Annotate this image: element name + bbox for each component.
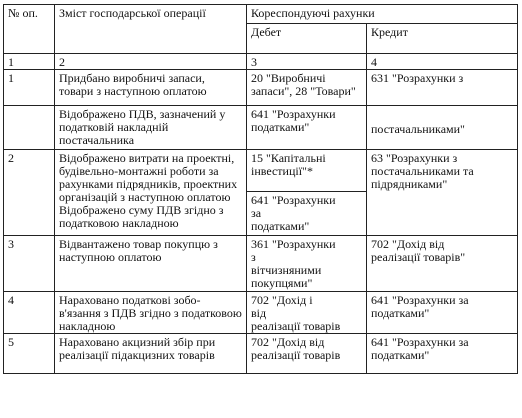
header-row xyxy=(4,5,518,24)
table-row xyxy=(4,70,518,106)
row-number: 3 xyxy=(4,236,55,292)
accounting-entries-table xyxy=(3,4,518,374)
row-number xyxy=(4,106,55,150)
row-number: 1 xyxy=(4,70,55,106)
row-debit: 361 "Розрахунки з вітчизняними покупцями" xyxy=(247,236,367,292)
column-number-4: 4 xyxy=(367,54,518,70)
table-row xyxy=(4,292,518,334)
row-content: Нараховано податкові зобо- в'язання з ПДВ згідно з податковою накладною xyxy=(55,292,247,334)
header-debit: Дебет xyxy=(247,24,367,54)
row-content: Нараховано акцизний збір при реалізації підакцизних товарів xyxy=(55,334,247,374)
table-row xyxy=(4,150,518,192)
row-credit: 63 "Розрахунки з постачальниками та підрядниками" xyxy=(367,150,518,236)
row-debit-vat: 641 "Розрахунки за податками" xyxy=(247,192,367,236)
row-content: Придбано виробничі запаси, товари з наступною оплатою xyxy=(55,70,247,106)
column-number-3: 3 xyxy=(247,54,367,70)
row-credit: 631 "Розрахунки з xyxy=(367,70,518,106)
header-accounts: Кореспондуючі рахунки xyxy=(247,5,518,24)
row-debit: 641 "Розрахунки податками" xyxy=(247,106,367,150)
table-row xyxy=(4,334,518,374)
row-credit: 641 "Розрахунки за податками" xyxy=(367,292,518,334)
row-content: Відображено витрати на проектні, будівельно-монтажні роботи за рахунками підрядників, проектних організацій з наступною оплатою Відображено суму ПДВ згідно з податковою накладною xyxy=(55,150,247,236)
row-credit: 702 "Дохід від реалізації товарів" xyxy=(367,236,518,292)
column-number-1: 1 xyxy=(4,54,55,70)
table-row xyxy=(4,236,518,292)
row-debit: 20 "Виробничі запаси", 28 "Товари" xyxy=(247,70,367,106)
header-number: № оп. xyxy=(4,5,55,54)
table-row xyxy=(4,106,518,150)
row-credit: постачальниками" xyxy=(367,106,518,150)
row-debit: 15 "Капітальні інвестиції"* xyxy=(247,150,367,192)
column-numbers-row xyxy=(4,54,518,70)
column-number-2: 2 xyxy=(55,54,247,70)
row-content: Відображено ПДВ, зазначений у податковій накладній постачальника xyxy=(55,106,247,150)
row-debit: 702 "Дохід і від реалізації товарів xyxy=(247,292,367,334)
row-content: Відвантажено товар покупцю з наступною оплатою xyxy=(55,236,247,292)
row-number: 5 xyxy=(4,334,55,374)
row-number: 2 xyxy=(4,150,55,236)
header-content: Зміст господарської операції xyxy=(55,5,247,54)
row-debit: 702 "Дохід від реалізації товарів xyxy=(247,334,367,374)
row-credit: 641 "Розрахунки за податками" xyxy=(367,334,518,374)
header-credit: Кредит xyxy=(367,24,518,54)
row-number: 4 xyxy=(4,292,55,334)
